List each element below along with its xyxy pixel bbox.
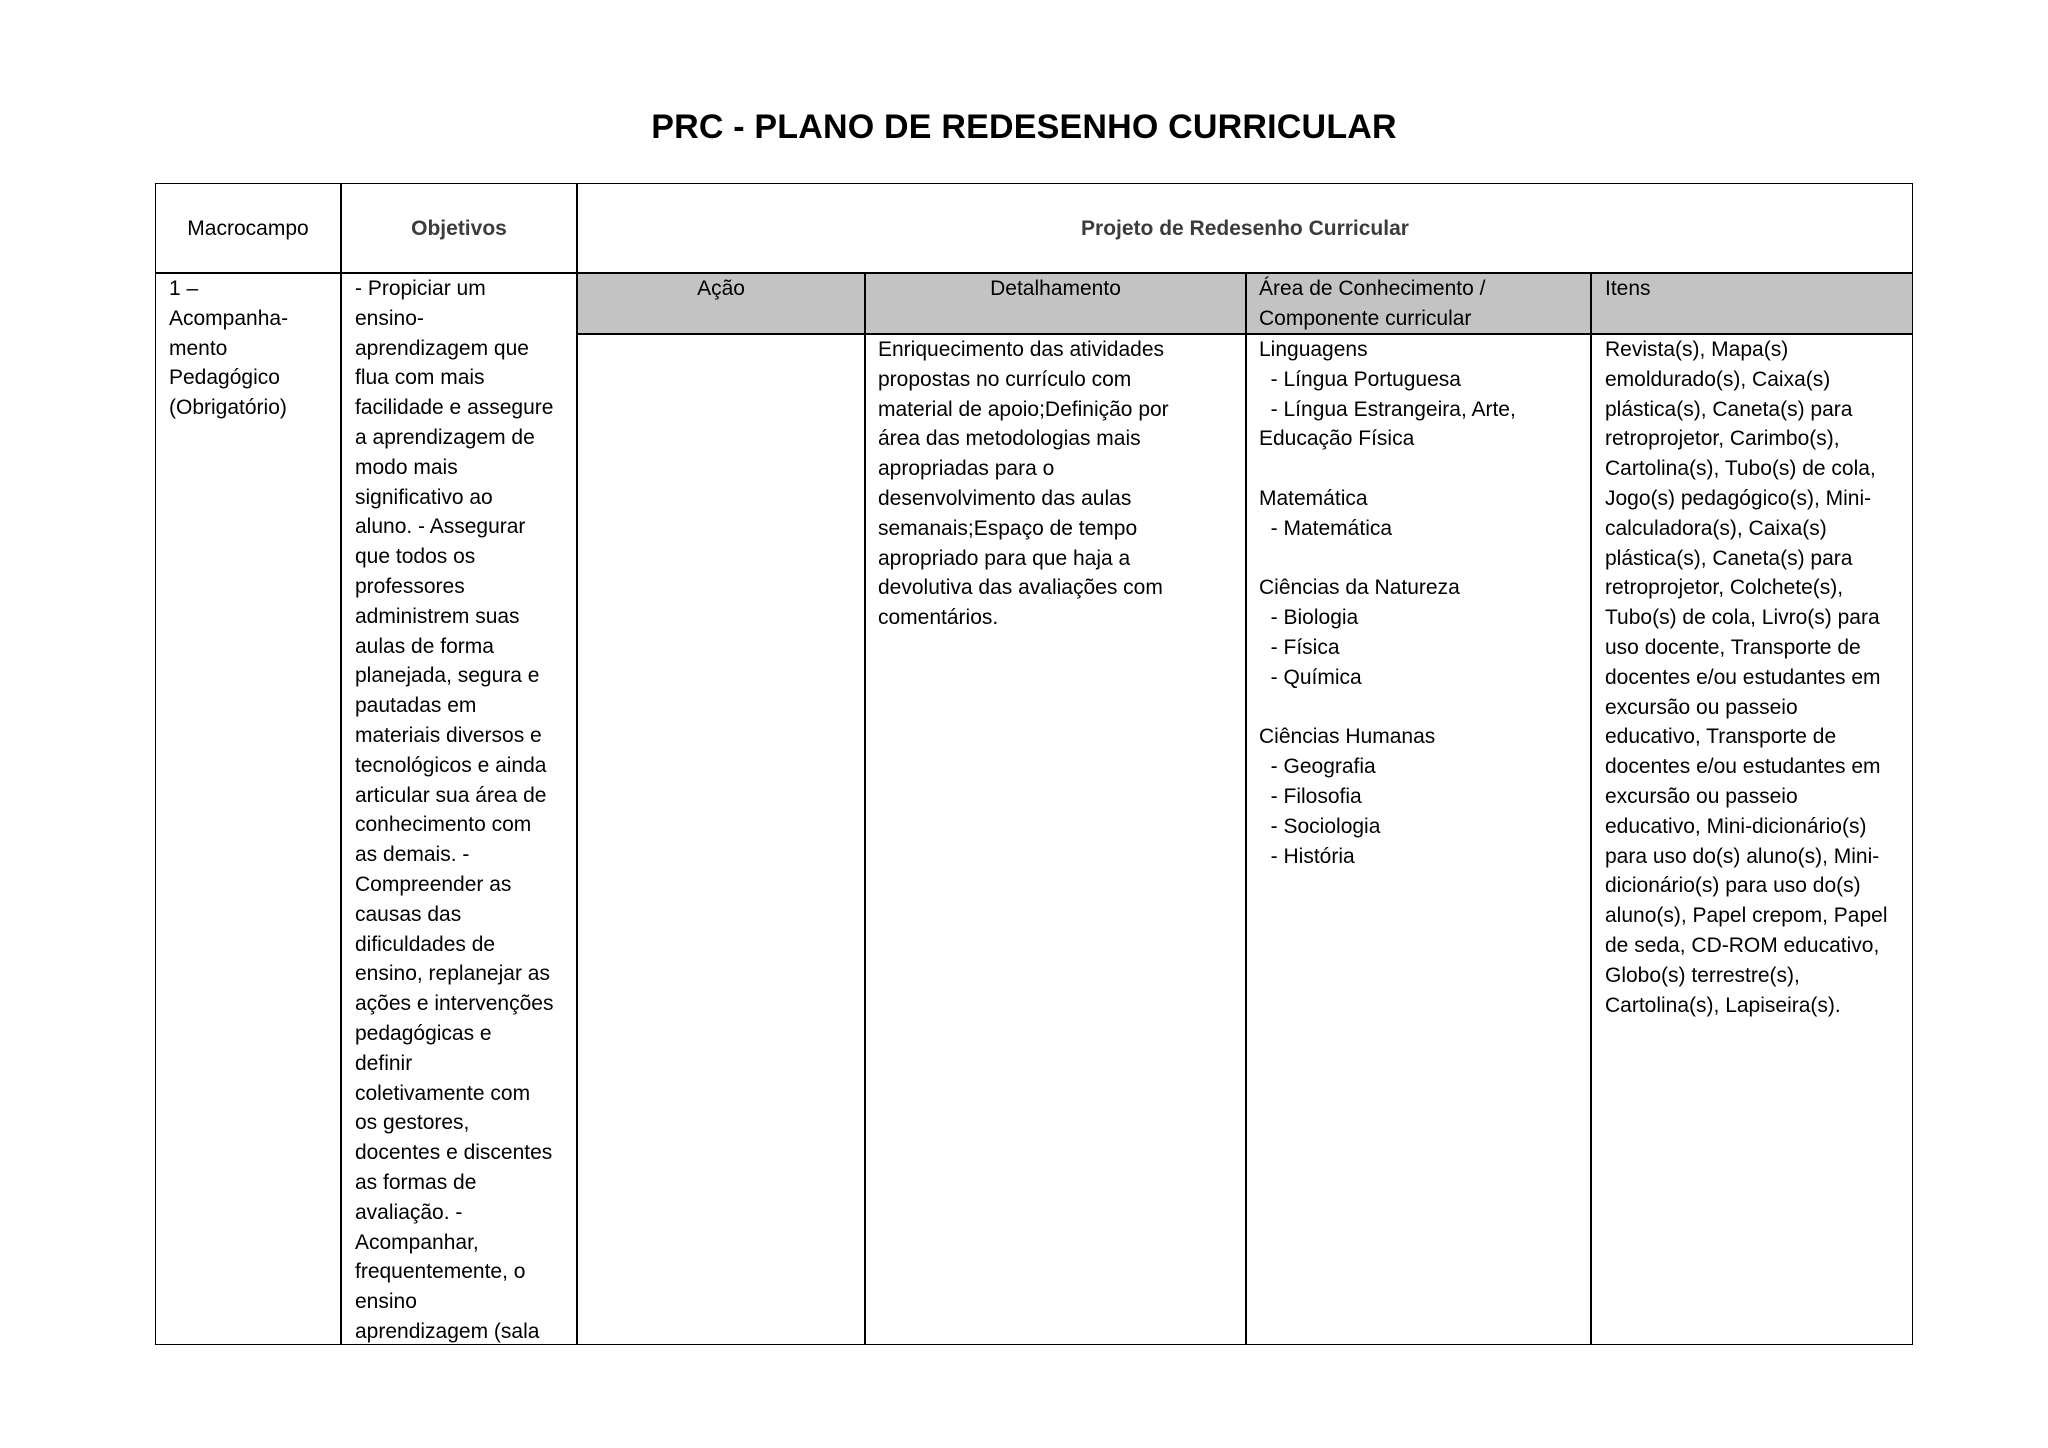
col-divider-3 [864,272,866,1345]
col-divider-2 [576,183,578,1345]
cell-area: Linguagens - Língua Portuguesa - Língua Estrangeira, Arte, Educação Física Matemática - Matemática Ciências da Natureza - Biologia - Física - Química Ciências Humanas - Geografia - Filosofia - Sociologia - História [1259,338,1516,868]
cell-macrocampo: 1 – Acompanha- mento Pedagógico (Obrigatório) [169,277,289,420]
subheader-itens: Itens [1605,277,1651,300]
subheader-acao: Ação [697,277,745,300]
subheader-area: Área de Conhecimento / Componente curricular [1259,277,1486,330]
col-divider-5 [1590,272,1592,1345]
cell-detalhamento: Enriquecimento das atividades propostas no currículo com material de apoio;Definição por área das metodologias mais apropriadas para o desenvolvimento das aulas semanais;Espaço de tempo apropriado para que haja a devolutiva das avaliações com comentários. [878,338,1169,630]
cell-objetivos: - Propiciar um ensino- aprendizagem que flua com mais facilidade e assegure a aprendizagem de modo mais significativo ao aluno. - Assegurar que todos os professores administrem suas aulas de forma planejada, segura e pautadas em materiais diversos e tecnológicos e ainda articular sua área de conhecimento com as demais. - Compreender as causas das dificuldades de ensino, replanejar as ações e intervenções pedagógicas e definir coletivamente com os gestores, docentes e discentes as formas de avaliação. - Acompanhar, frequentemente, o ensino aprendizagem (sala [355,277,554,1343]
col-divider-1 [340,183,342,1345]
cell-itens: Revista(s), Mapa(s) emoldurado(s), Caixa(s) plástica(s), Caneta(s) para retroprojetor, Carimbo(s), Cartolina(s), Tubo(s) de cola, Jogo(s) pedagógico(s), Mini- calculadora(s), Caixa(s) plástica(s), Caneta(s) para retroprojetor, Colchete(s), Tubo(s) de cola, Livro(s) para uso docente, Transporte de docentes e/ou estudantes em excursão ou passeio educativo, Transporte de docentes e/ou estudantes em excursão ou passeio educativo, Mini-dicionário(s) para uso do(s) aluno(s), Mini- dicionário(s) para uso do(s) aluno(s), Papel crepom, Papel de seda, CD-ROM educativo, Globo(s) terrestre(s), Cartolina(s), Lapiseira(s). [1605,338,1888,1017]
page-title: PRC - PLANO DE REDESENHO CURRICULAR [651,108,1397,146]
col-divider-4 [1245,272,1247,1345]
subheader-detalhamento: Detalhamento [990,277,1121,300]
header-macrocampo: Macrocampo [187,217,309,240]
header-objetivos: Objetivos [411,217,507,240]
header-projeto: Projeto de Redesenho Curricular [1081,217,1409,240]
